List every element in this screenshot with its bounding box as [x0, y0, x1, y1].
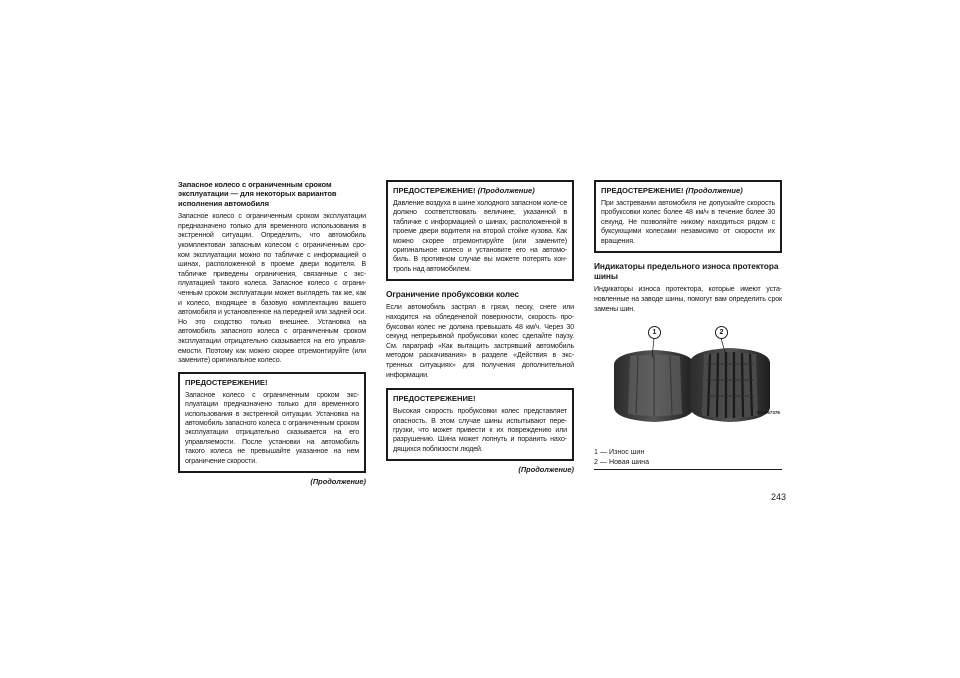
warning-title-suffix: (Продолжение) [685, 186, 743, 195]
warning-title: ПРЕДОСТЕРЕЖЕНИЕ! (Продолжение) [393, 186, 535, 195]
column-3 [594, 180, 782, 470]
warning-text: Запасное колесо с ограниченным сроком экс-плуатации предназначено только для временного использования в экстренной ситуации. Установка на автомобиль запасного колеса с ограниченным сроком эксплуатации отрицательно сказывается на его управляемости. После установки на автомобиль такого колеса не превышайте указанное на нем ограничение скорости. [185, 390, 359, 465]
warning-box [386, 388, 574, 461]
callout-1: 1 [648, 326, 661, 339]
callout-2: 2 [715, 326, 728, 339]
caption-new-tire: 2 — Новая шина [594, 458, 782, 470]
warning-title: ПРЕДОСТЕРЕЖЕНИЕ! [393, 394, 476, 404]
worn-tire [614, 350, 694, 422]
warning-box [178, 372, 366, 473]
tread-wear-body: Индикаторы износа протектора, которые имеют уста-новленные на заводе шины, помогут вам определить срок замены шин. [594, 285, 782, 313]
warning-title: ПРЕДОСТЕРЕЖЕНИЕ! [185, 377, 268, 387]
column-2 [386, 180, 574, 475]
warning-title: ПРЕДОСТЕРЕЖЕНИЕ! (Продолжение) [601, 186, 743, 195]
wheel-spin-body: Если автомобиль застрял в грязи, песку, снеге или находится на обледенелой поверхности, скорость про-буксовки колес не должна превышать 48 км/ч. Через 30 секунд непрерывной пробуксовки колес сделайте паузу. См. параграф «Как вытащить застрявший автомобиль методом раскачивания» в разделе «Действия в экс-тренных ситуациях» для получения дополнительной информации. [386, 303, 574, 379]
tire-wear-figure [594, 324, 782, 448]
figure-code: 8S6067376 [756, 410, 780, 416]
caption-worn-tire: 1 — Износ шин [594, 448, 645, 457]
warning-text: Давление воздуха в шине холодного запасном коле-се должно соответствовать величине, указанной в табличке с информацией о шинах, расположенной в проеме двери водителя на второй стойке кузова. Как можно скорее отремонтируйте (или замените) оригинальное колесо и установите его на автомо-биль. В противном случае вы можете потерять кон-троль над автомобилем. [393, 199, 567, 273]
spare-wheel-body: Запасное колесо с ограниченным сроком эксплуатации предназначено только для временного использования в экстренной ситуации. Определить, что автомобиль укомплектован запасным колесом с ограниченным сро-ком эксплуатации можно по табличке с информацией о шинах, расположенной в проеме двери водителя. В табличке приведены ограничения, связанные с экс-плуатацией такого колеса. Запасное колесо с ограни-ченным сроком эксплуатации может выглядеть так же, как и колесо, входящее в базовую комплектацию вашего автомобиля и установленное на передней или задней оси. Но это сходство только внешнее. Установка на автомобиль запасного колеса с ограниченным сроком эксплуатации отрицательно сказывается на его управля-емости. Поэтому как можно скорее отремонтируйте (или замените) оригинальное колесо. [178, 212, 366, 365]
continued-label: (Продолжение) [518, 465, 574, 475]
section-heading-wheel-spin: Ограничение пробуксовки колес [386, 289, 519, 300]
warning-text: Высокая скорость пробуксовки колес представляет опасность. В этом случае шины испытывают пере-грузки, что может привести к их повреждению или разрушению. Шина может лопнуть и поранить нахо-дящихся поблизости людей. [393, 407, 567, 453]
section-heading-tread-wear: Индикаторы предельного износа протектора шины [594, 261, 779, 282]
column-1 [178, 180, 366, 487]
tires-illustration [594, 324, 782, 448]
warning-box-continued [594, 180, 782, 253]
section-heading-spare-wheel: Запасное колесо с ограниченным сроком эксплуатации — для некоторых вариантов исполнения автомобиля [178, 180, 337, 208]
continued-label: (Продолжение) [310, 476, 366, 486]
warning-box-continued [386, 180, 574, 281]
warning-title-suffix: (Продолжение) [477, 186, 535, 195]
page-number: 243 [770, 492, 786, 502]
warning-text: При застревании автомобиля не допускайте скорость пробуксовки колес более 48 км/ч в течение более 30 секунд. Не позволяйте никому находиться рядом с буксующими колесами независимо от скорости их вращения. [601, 199, 775, 245]
